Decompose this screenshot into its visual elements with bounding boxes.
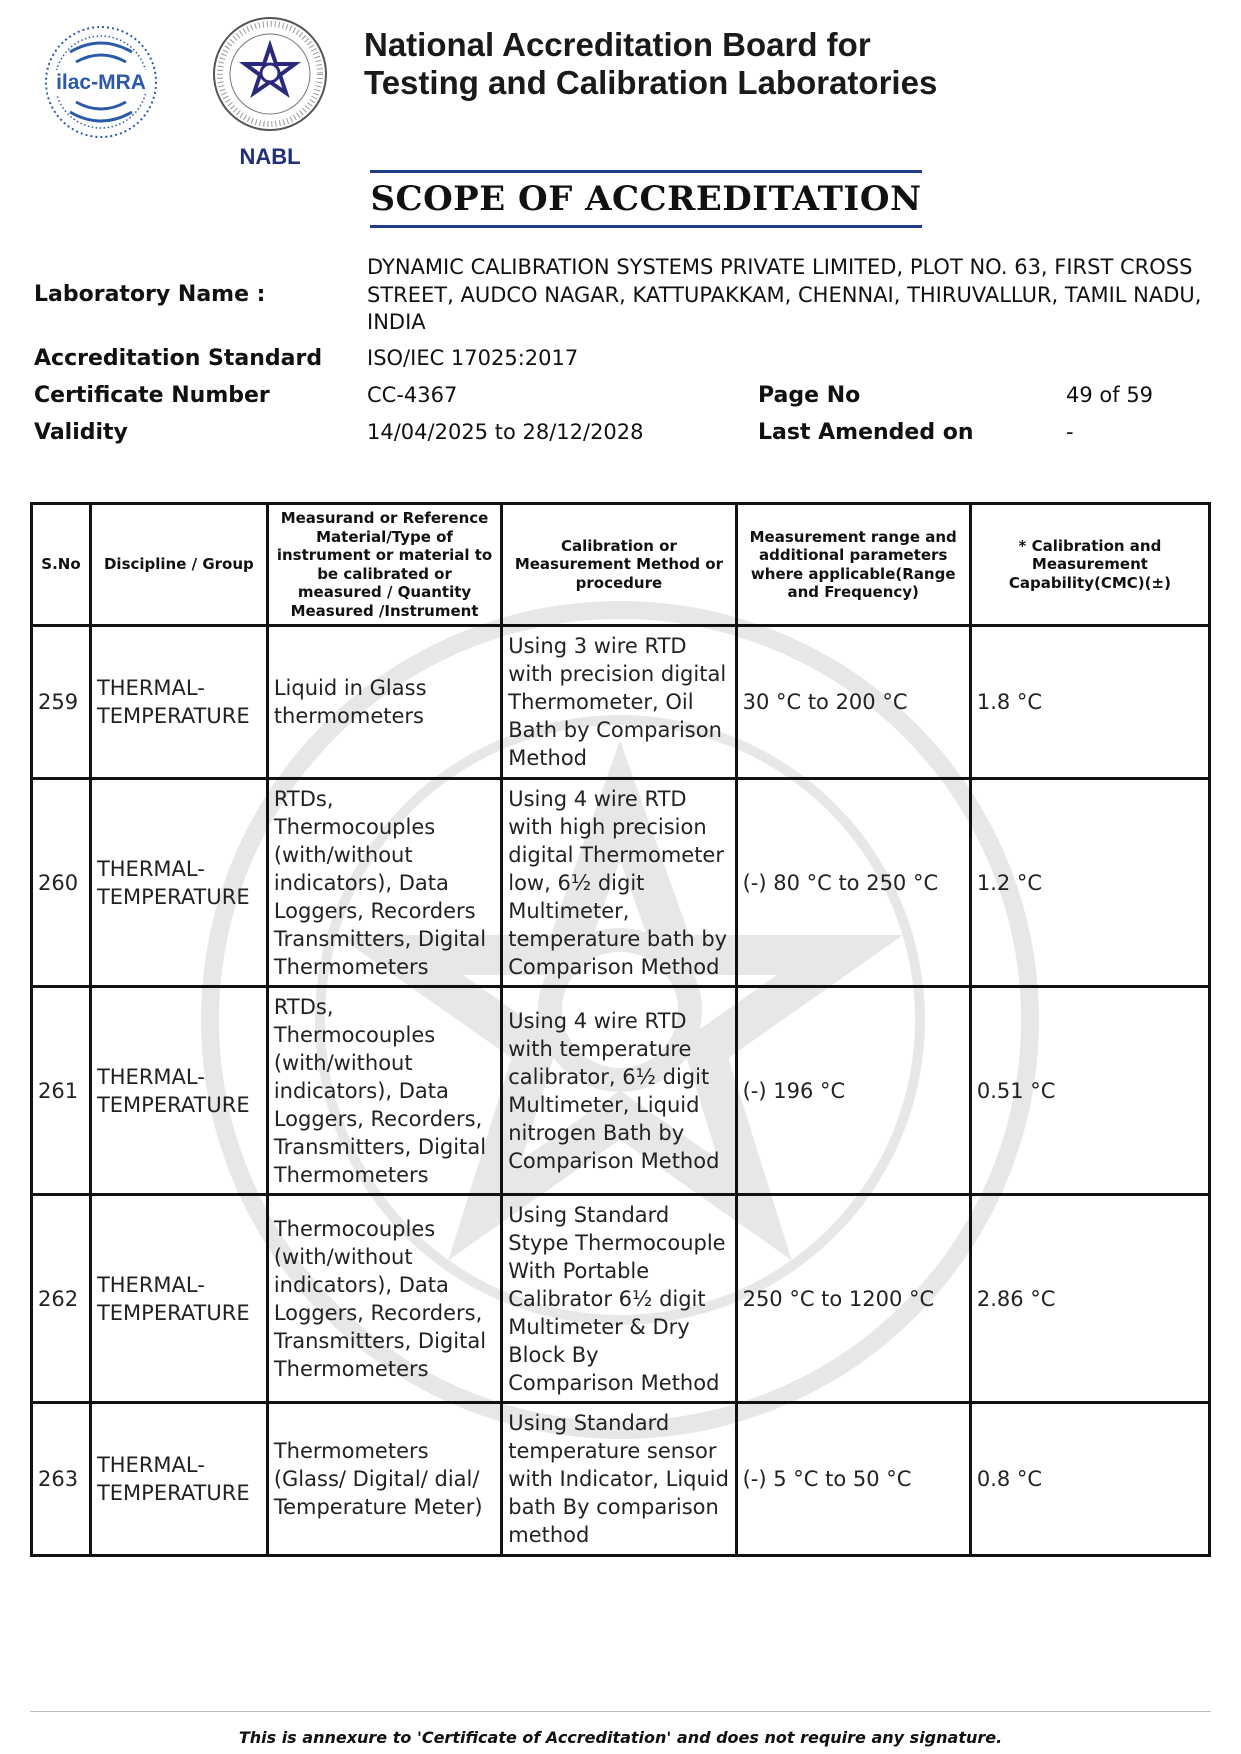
- scope-title: SCOPE OF ACCREDITATION: [370, 179, 922, 219]
- header-cmc: * Calibration and Measurement Capability(CMC)(±): [970, 504, 1209, 626]
- row-discipline: THERMAL- TEMPERATURE: [90, 626, 267, 779]
- standard-label: Accreditation Standard: [34, 346, 323, 371]
- ilac-mra-logo: [42, 12, 160, 152]
- table-row: [32, 987, 1210, 1195]
- header-measurand: Measurand or Reference Material/Type of instrument or material to be calibrated or measured / Quantity Measured /Instrument: [267, 504, 501, 626]
- row-range: 250 °C to 1200 °C: [736, 1195, 970, 1403]
- row-method: Using Standard Stype Thermocouple With Portable Calibrator 6½ digit Multimeter & Dry Block By Comparison Method: [502, 1195, 736, 1403]
- nabl-logo: [206, 12, 334, 172]
- row-cmc: 2.86 °C: [970, 1195, 1209, 1403]
- footer-divider: [30, 1711, 1211, 1712]
- header-sno: S.No: [32, 504, 91, 626]
- validity-value: 14/04/2025 to 28/12/2028: [367, 420, 644, 444]
- row-sno: 261: [32, 987, 91, 1195]
- page-no-value: 49 of 59: [1066, 383, 1154, 407]
- row-range: 30 °C to 200 °C: [736, 626, 970, 779]
- row-range: (-) 5 °C to 50 °C: [736, 1403, 970, 1556]
- table-row: [32, 1403, 1210, 1556]
- svg-text:ilac-MRA: ilac-MRA: [56, 71, 146, 94]
- validity-label: Validity: [34, 420, 128, 445]
- footer-note: This is annexure to 'Certificate of Accreditation' and does not require any signature.: [238, 1728, 1003, 1747]
- row-cmc: 0.8 °C: [970, 1403, 1209, 1556]
- header-method: Calibration or Measurement Method or procedure: [502, 504, 736, 626]
- cert-number-value: CC-4367: [367, 383, 458, 407]
- row-method: Using 4 wire RTD with temperature calibrator, 6½ digit Multimeter, Liquid nitrogen Bath by Comparison Method: [502, 987, 736, 1195]
- scope-title-frame: [370, 170, 922, 228]
- last-amended-value: -: [1066, 420, 1074, 444]
- org-title: [364, 26, 1024, 102]
- row-measurand: Thermocouples (with/without indicators), Data Loggers, Recorders, Transmitters, Digital Thermometers: [267, 1195, 501, 1403]
- row-sno: 260: [32, 779, 91, 987]
- row-cmc: 1.2 °C: [970, 779, 1209, 987]
- row-range: (-) 80 °C to 250 °C: [736, 779, 970, 987]
- row-cmc: 1.8 °C: [970, 626, 1209, 779]
- row-measurand: Thermometers (Glass/ Digital/ dial/ Temperature Meter): [267, 1403, 501, 1556]
- row-sno: 262: [32, 1195, 91, 1403]
- scope-table: [30, 502, 1211, 1557]
- page-no-label: Page No: [758, 383, 861, 408]
- row-measurand: Liquid in Glass thermometers: [267, 626, 501, 779]
- org-title-line1: National Accreditation Board for: [364, 26, 871, 63]
- table-row: [32, 779, 1210, 987]
- row-discipline: THERMAL- TEMPERATURE: [90, 1403, 267, 1556]
- table-row: [32, 626, 1210, 779]
- table-row: [32, 1195, 1210, 1403]
- header-discipline: Discipline / Group: [90, 504, 267, 626]
- row-method: Using 4 wire RTD with high precision digital Thermometer low, 6½ digit Multimeter, temperature bath by Comparison Method: [502, 779, 736, 987]
- row-sno: 259: [32, 626, 91, 779]
- row-method: Using Standard temperature sensor with Indicator, Liquid bath By comparison method: [502, 1403, 736, 1556]
- row-cmc: 0.51 °C: [970, 987, 1209, 1195]
- row-sno: 263: [32, 1403, 91, 1556]
- standard-value: ISO/IEC 17025:2017: [367, 346, 579, 370]
- row-method: Using 3 wire RTD with precision digital Thermometer, Oil Bath by Comparison Method: [502, 626, 736, 779]
- org-title-line2: Testing and Calibration Laboratories: [364, 64, 938, 101]
- cert-number-label: Certificate Number: [34, 383, 270, 408]
- row-range: (-) 196 °C: [736, 987, 970, 1195]
- row-measurand: RTDs, Thermocouples (with/without indicators), Data Loggers, Recorders Transmitters, Digital Thermometers: [267, 779, 501, 987]
- row-discipline: THERMAL- TEMPERATURE: [90, 1195, 267, 1403]
- header-range: Measurement range and additional parameters where applicable(Range and Frequency): [736, 504, 970, 626]
- row-measurand: RTDs, Thermocouples (with/without indicators), Data Loggers, Recorders, Transmitters, Digital Thermometers: [267, 987, 501, 1195]
- lab-name-value: DYNAMIC CALIBRATION SYSTEMS PRIVATE LIMITED, PLOT NO. 63, FIRST CROSS STREET, AUDCO NAGAR, KATTUPAKKAM, CHENNAI, THIRUVALLUR, TAMIL NADU, INDIA: [367, 255, 1202, 334]
- last-amended-label: Last Amended on: [758, 420, 974, 445]
- svg-text:NABL: NABL: [239, 144, 301, 169]
- row-discipline: THERMAL- TEMPERATURE: [90, 987, 267, 1195]
- table-header-row: [32, 504, 1210, 626]
- row-discipline: THERMAL- TEMPERATURE: [90, 779, 267, 987]
- lab-name-label: Laboratory Name :: [34, 282, 266, 307]
